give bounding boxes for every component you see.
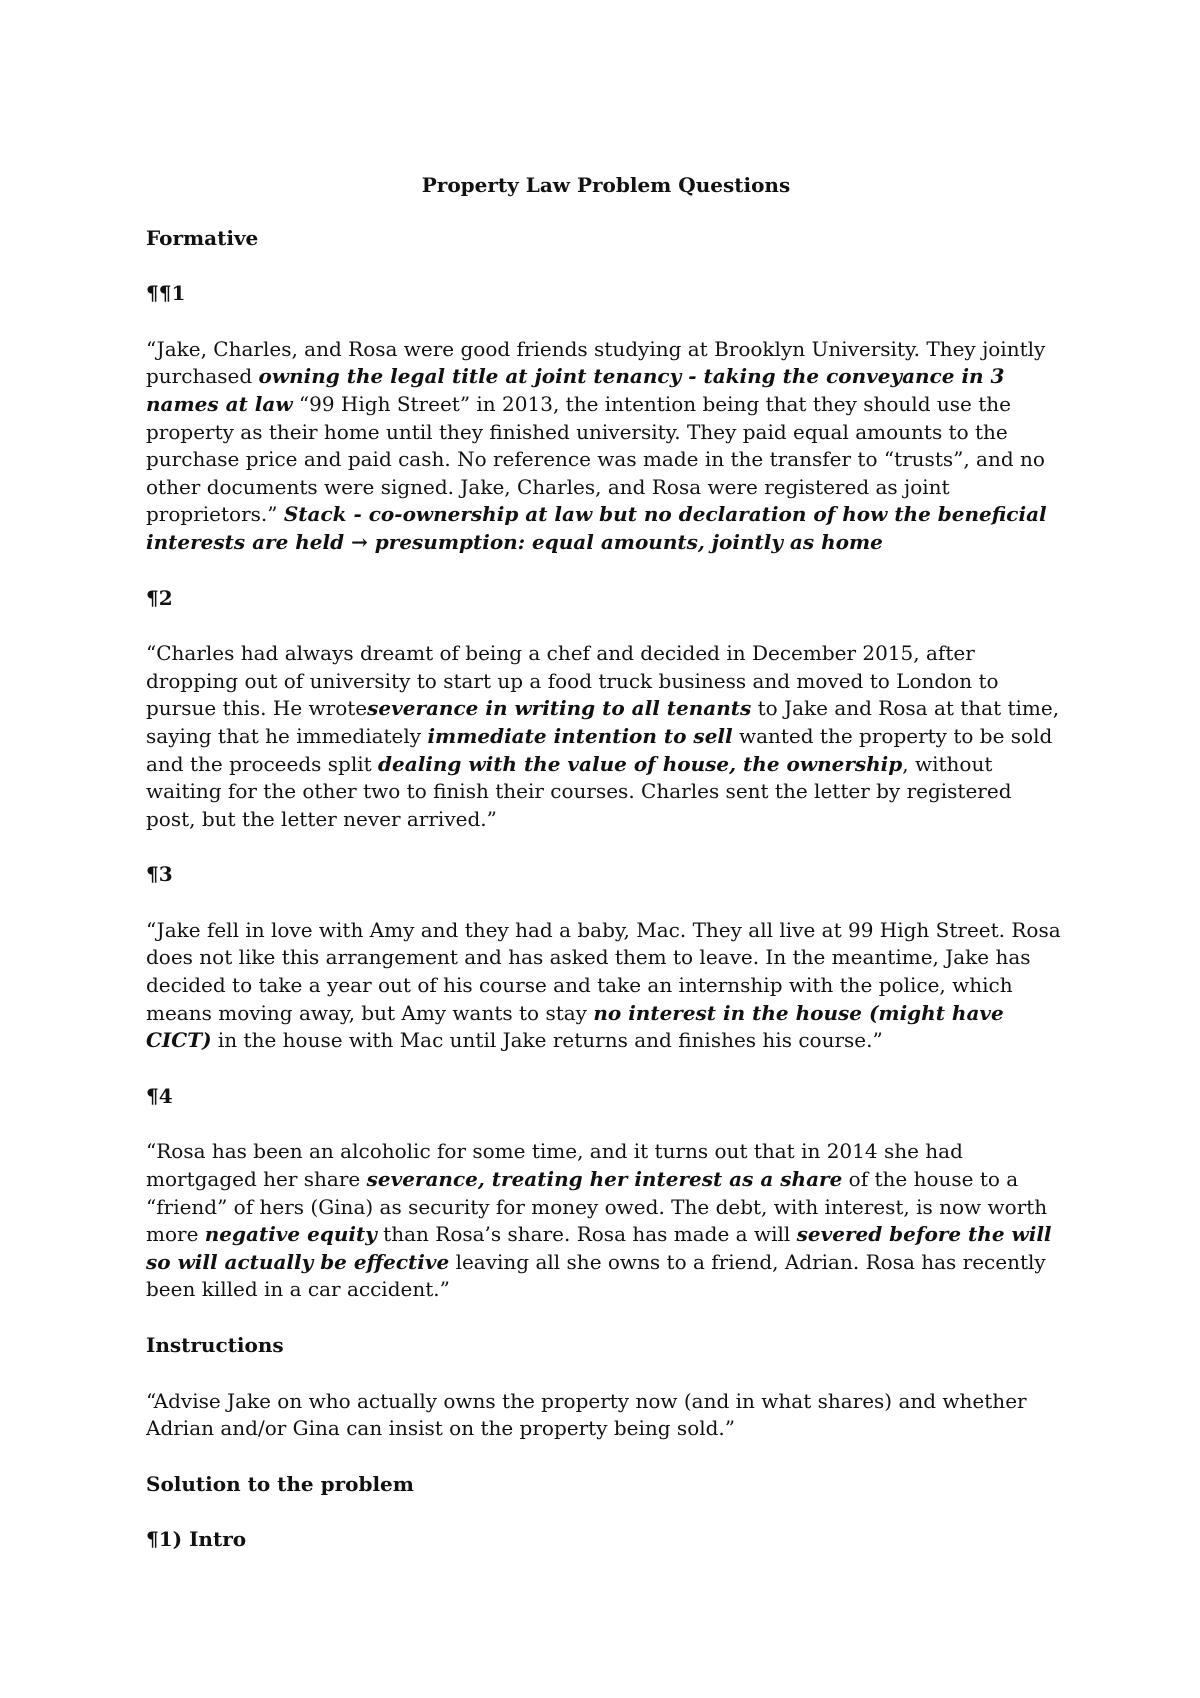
p1-annotation-2: Stack - co-ownership at law but no declaration of how the beneficial interests are held → presumption: equal amounts, jointly as home [146,502,1047,554]
p4-text-1: “Rosa has been an alcoholic for some time, and it turns out that in 2014 she had mortgaged her share [146,1139,963,1192]
paragraph-1-marker: ¶¶1 [146,281,186,306]
document-page [146,172,1066,1582]
p4-annotation-2: negative equity [204,1222,377,1247]
paragraph-1-text [146,336,1066,557]
p2-annotation-3: dealing with the value of house, the ownership [378,751,903,776]
instructions-text: “Advise Jake on who actually owns the property now (and in what shares) and whether Adrian and/or Gina can insist on the property being sold.” [146,1388,1027,1441]
p4-annotation-3: severed before the will so will actually be effective [146,1222,1052,1274]
p3-text-1: “Jake fell in love with Amy and they had a baby, Mac. They all live at 99 High Street. Rosa does not like this arrangement and has asked them to leave. In the meantime, Jake has decided to take a year out of his course and take an internship with the police, which means moving away, but Amy wants to stay [146,917,1061,1025]
paragraph-4-text [146,1138,1066,1304]
p3-text-2: in the house with Mac until Jake returns and finishes his course.” [211,1028,883,1053]
p1-text-2: “99 High Street” in 2013, the intention being that they should use the property as their home until they finished university. They paid equal amounts to the purchase price and paid cash. No reference was made in the transfer to “trusts”, and no other documents were signed. Jake, Charles, and Rosa were registered as joint proprietors.” [146,391,1045,527]
p4-text-4: leaving all she owns to a friend, Adrian. Rosa has recently been killed in a car accident.” [146,1249,1046,1302]
p1-text-1: “Jake, Charles, and Rosa were good friends studying at Brooklyn University. They jointly purchased [146,336,1046,389]
solution-heading: Solution to the problem [146,1471,414,1496]
paragraph-2-marker: ¶2 [146,585,173,610]
p4-text-2: of the house to a “friend” of hers (Gina) as security for money owed. The debt, with interest, is now worth more [146,1167,1048,1247]
document-title: Property Law Problem Questions [421,173,791,197]
paragraph-3-text [146,917,1066,1055]
p4-annotation-1: severance, treating her interest as a share [366,1167,843,1192]
p2-text-4: , without waiting for the other two to finish their courses. Charles sent the letter by registered post, but the letter never arrived.” [146,751,1012,831]
paragraph-4-marker: ¶4 [146,1083,173,1108]
p2-annotation-2: immediate intention to sell [427,723,733,748]
formative-heading: Formative [146,225,259,250]
instructions-heading: Instructions [146,1333,284,1357]
paragraph-3-marker: ¶3 [146,862,173,887]
p2-text-2: to Jake and Rosa at that time, saying that he immediately [146,696,1060,748]
solution-intro-heading: ¶1) Intro [146,1527,247,1552]
p3-annotation-1: no interest in the house (might have CICT) [146,1000,1004,1053]
p2-text-1: “Charles had always dreamt of being a chef and decided in December 2015, after dropping out of university to start up a food truck business and moved to London to pursue this. He wrote [146,641,999,721]
paragraph-2-text [146,640,1066,833]
p1-annotation-1: owning the legal title at joint tenancy - taking the conveyance in 3 names at law [146,364,1005,416]
p2-annotation-1: severance in writing to all tenants [367,696,752,721]
p4-text-3: than Rosa’s share. Rosa has made a will [376,1222,797,1247]
p2-text-3: wanted the property to be sold and the proceeds split [146,723,1053,776]
